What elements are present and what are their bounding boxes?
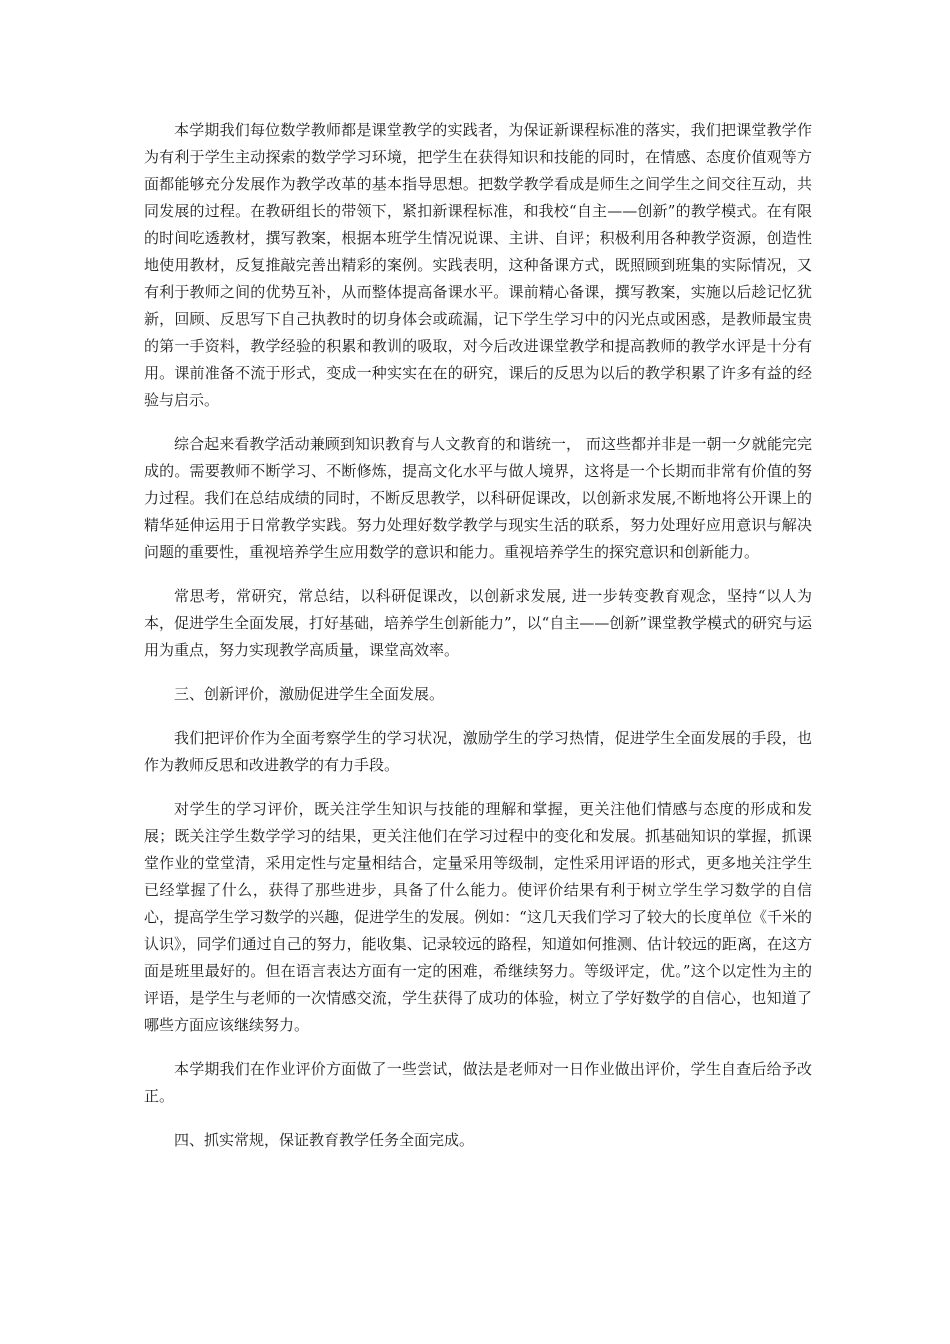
section-heading-evaluation: 三、创新评价，激励促进学生全面发展。 <box>174 685 445 703</box>
paragraph-teaching-reflection: 综合起来看教学活动兼顾到知识教育与人文教育的和谐统一， 而这些都并非是一朝一夕就能完完成的。需要教师不断学习、不断修炼，提高文化水平与做人境界，这将是一个长期而非常有价值的努力过程。我们在总结成绩的同时，不断反思教学，以科研促课改，以创新求发展,不断地将公开课上的精华延伸运用于日常教学实践。努力处理好数学教学与现实生活的联系，努力处理好应用意识与解决问题的重要性，重视培养学生应用数学的意识和能力。重视培养学生的探究意识和创新能力。 <box>144 435 812 561</box>
section-heading-routine: 四、抓实常规，保证教育教学任务全面完成。 <box>174 1131 475 1149</box>
document-body <box>144 117 812 1171</box>
paragraph-lesson-preparation: 本学期我们每位数学教师都是课堂教学的实践者，为保证新课程标准的落实，我们把课堂教学作为有利于学生主动探索的数学学习环境，把学生在获得知识和技能的同时，在情感、态度价值观等方面都能够充分发展作为教学改革的基本指导思想。把数学教学看成是师生之间学生之间交往互动，共同发展的过程。在教研组长的带领下，紧扣新课程标准，和我校“自主——创新”的教学模式。在有限的时间吃透教材，撰写教案，根据本班学生情况说课、主讲、自评；积极利用各种教学资源，创造性地使用教材，反复推敲完善出精彩的案例。实践表明，这种备课方式，既照顾到班集的实际情况，又有利于教师之间的优势互补，从而整体提高备课水平。课前精心备课，撰写教案，实施以后趁记忆犹新，回顾、反思写下自己执教时的切身体会或疏漏，记下学生学习中的闪光点或困惑，是教师最宝贵的第一手资料，教学经验的积累和教训的吸取，对今后改进课堂教学和提高教师的教学水评是十分有用。课前准备不流于形式，变成一种实实在在的研究，课后的反思为以后的教学积累了许多有益的经验与启示。 <box>144 121 812 409</box>
paragraph-homework-evaluation: 本学期我们在作业评价方面做了一些尝试，做法是老师对一日作业做出评价，学生自查后给予改正。 <box>144 1060 812 1105</box>
paragraph-learning-evaluation: 对学生的学习评价，既关注学生知识与技能的理解和掌握，更关注他们情感与态度的形成和发展；既关注学生数学学习的结果，更关注他们在学习过程中的变化和发展。抓基础知识的掌握，抓课堂作业的堂堂清，采用定性与定量相结合，定量采用等级制，定性采用评语的形式，更多地关注学生已经掌握了什么，获得了那些进步，具备了什么能力。使评价结果有利于树立学生学习数学的自信心，提高学生学习数学的兴趣，促进学生的发展。例如：“这几天我们学习了较大的长度单位《千米的认识》，同学们通过自己的努力，能收集、记录较远的路程，知道如何推测、估计较远的距离，在这方面是班里最好的。但在语言表达方面有一定的困难，希继续努力。等级评定，优。”这个以定性为主的评语，是学生与老师的一次情感交流，学生获得了成功的体验，树立了学好数学的自信心，也知道了哪些方面应该继续努力。 <box>144 800 812 1034</box>
paragraph-innovation: 常思考，常研究，常总结，以科研促课改，以创新求发展, 进一步转变教育观念，坚持“以人为本，促进学生全面发展，打好基础，培养学生创新能力”，以“自主——创新”课堂教学模式的研究与运用为重点，努力实现教学高质量，课堂高效率。 <box>144 587 813 659</box>
paragraph-evaluation-purpose: 我们把评价作为全面考察学生的学习状况，激励学生的学习热情，促进学生全面发展的手段，也作为教师反思和改进教学的有力手段。 <box>144 729 812 774</box>
